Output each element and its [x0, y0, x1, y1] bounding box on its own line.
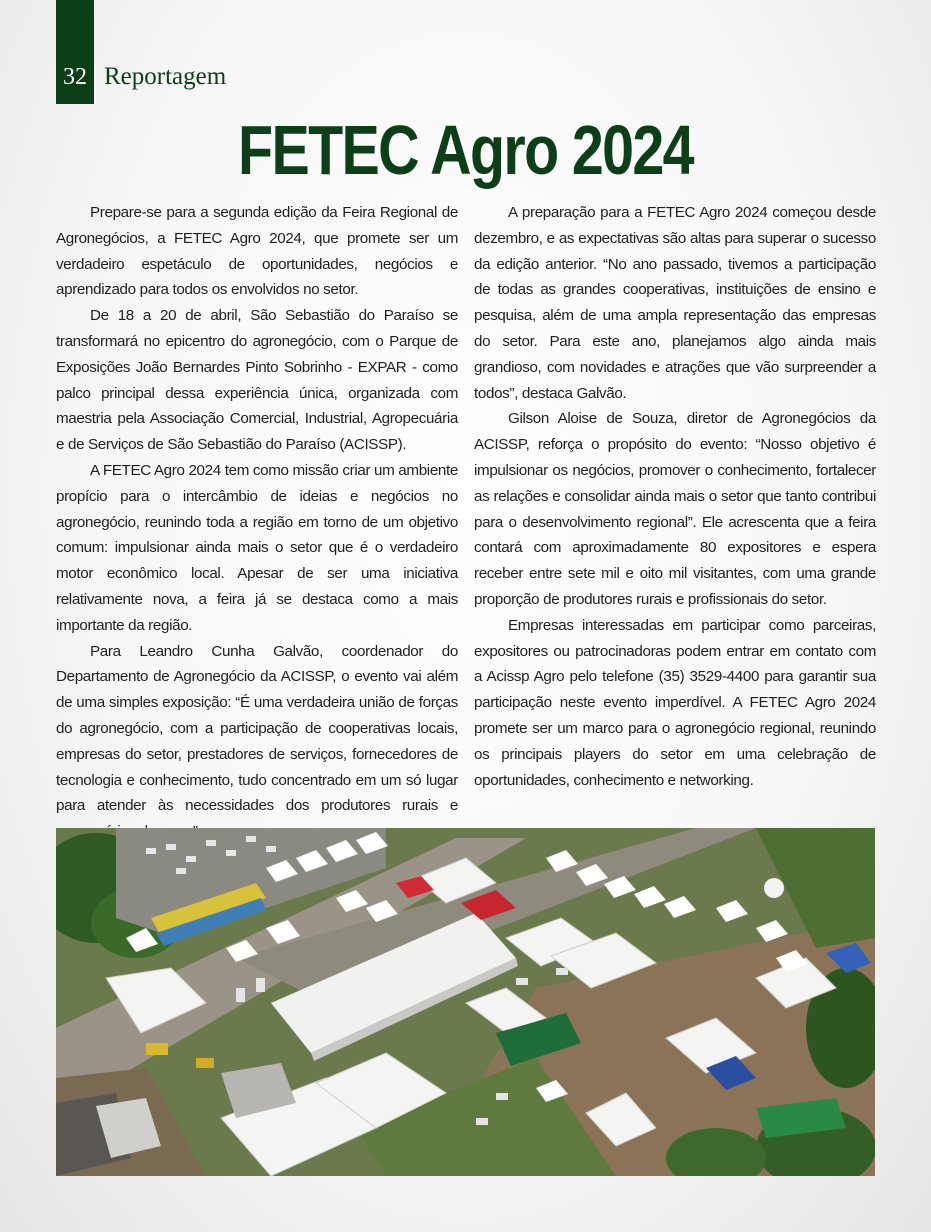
aerial-fair-photo	[56, 828, 875, 1176]
paragraph: A FETEC Agro 2024 tem como missão criar um ambiente propício para o intercâmbio de ideias e negócios no agronegócio, reunindo toda a região em torno de um objetivo comum: impulsionar ainda mais o setor que é o verdadeiro motor econômico local. Apesar de ser uma iniciativa relativamente nova, a feira já se destaca como a mais importante da região.	[56, 461, 458, 634]
article-column-right	[474, 200, 876, 793]
paragraph: Gilson Aloise de Souza, diretor de Agronegócios da ACISSP, reforça o propósito do evento: “Nosso objetivo é impulsionar os negócios, promover o conhecimento, fortalecer as relações e consolidar ainda mais o setor que tanto contribui para o desenvolvimento regional”. Ele acrescenta que a feira contará com aproximadamente 80 expositores e espera receber entre sete mil e oito mil visitantes, com uma grande proporção de produtores rurais e profissionais do setor.	[474, 410, 876, 608]
article-title: FETEC Agro 2024	[238, 111, 693, 189]
paragraph: Empresas interessadas em participar como parceiras, expositores ou patrocinadoras podem entrar em contato com a Acissp Agro pelo telefone (35) 3529-4400 para garantir sua participação neste evento imperdível. A FETEC Agro 2024 promete ser um marco para o agronegócio regional, reunindo os principais players do setor em uma celebração de oportunidades, conhecimento e networking.	[474, 616, 876, 789]
paragraph: De 18 a 20 de abril, São Sebastião do Paraíso se transformará no epicentro do agronegócio, com o Parque de Exposições João Bernardes Pinto Sobrinho - EXPAR - como palco principal dessa experiência única, organizada com maestria pela Associação Comercial, Industrial, Agropecuária e de Serviços de São Sebastião do Paraíso (ACISSP).	[56, 307, 458, 454]
paragraph: A preparação para a FETEC Agro 2024 começou desde dezembro, e as expectativas são altas para superar o sucesso da edição anterior. “No ano passado, tivemos a participação de todas as grandes cooperativas, instituições de ensino e pesquisa, além de uma ampla representação das empresas do setor. Para este ano, planejamos algo ainda mais grandioso, com novidades e atrações que vão surpreender a todos”, destaca Galvão.	[474, 204, 876, 402]
paragraph: Prepare-se para a segunda edição da Feira Regional de Agronegócios, a FETEC Agro 2024, que promete ser um verdadeiro espetáculo de oportunidades, negócios e aprendizado para todos os envolvidos no setor.	[56, 204, 458, 299]
page-number: 32	[63, 64, 87, 90]
aerial-fair-illustration	[56, 828, 875, 1176]
section-label: Reportagem	[104, 63, 227, 90]
paragraph: Para Leandro Cunha Galvão, coordenador do Departamento de Agronegócio da ACISSP, o evento vai além de uma simples exposição: “É uma verdadeira união de forças do agronegócio, com a participação de cooperativas locais, empresas do setor, prestadores de serviços, fornecedores de tecnologia e conhecimento, tudo concentrado em um só lugar para atender às necessidades dos produtores rurais e	[56, 642, 458, 815]
article-column-left	[56, 200, 458, 845]
